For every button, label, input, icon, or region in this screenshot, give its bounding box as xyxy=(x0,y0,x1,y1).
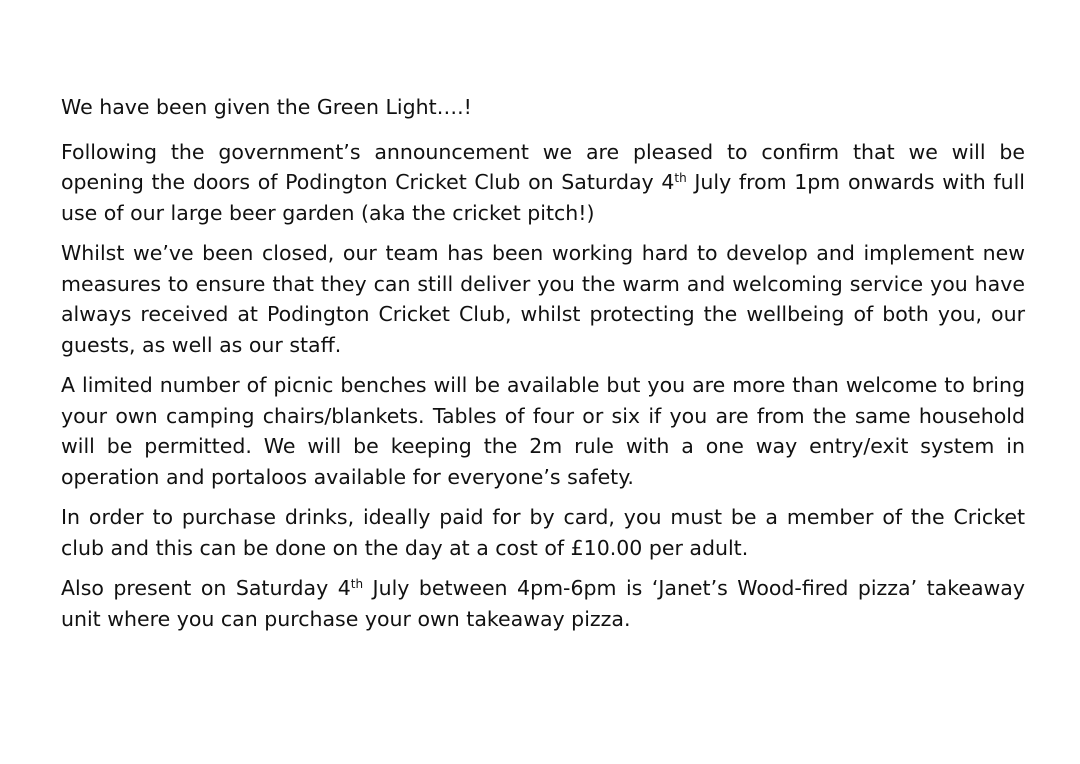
paragraph-membership: In order to purchase drinks, ideally paid for by card, you must be a member of the Cricket club and this can be done on the day at a cost of £10.00 per adult. xyxy=(61,505,1025,560)
paragraph-seating: A limited number of picnic benches will be available but you are more than welcome to bring your own camping chairs/blankets. Tables of four or six if you are from the same household will be permitted. We will be keeping the 2m rule with a one way entry/exit system in operation and portaloos available for everyone’s safety. xyxy=(61,373,1025,489)
paragraph-reopening-text-1: Following the government’s announcement we are pleased to confirm that we will be opening the doors of Podington Cricket Club on Saturday 4 xyxy=(61,139,1025,194)
ordinal-suffix: th xyxy=(350,577,364,591)
paragraph-reopening-text-2: July from 1pm onwards with full use of our large beer garden (aka the cricket pitch!) xyxy=(61,170,1025,225)
paragraph-pizza-text-1: Also present on Saturday 4 xyxy=(61,576,351,600)
announcement-document xyxy=(61,92,1025,644)
announcement-heading xyxy=(61,92,1025,123)
paragraph-pizza-text-2: July between 4pm-6pm is ‘Janet’s Wood-fired pizza’ takeaway unit where you can purchase your own takeaway pizza. xyxy=(61,576,1025,631)
paragraph-measures: Whilst we’ve been closed, our team has been working hard to develop and implement new measures to ensure that they can still deliver you the warm and welcoming service you have always received at Podington Cricket Club, whilst protecting the wellbeing of both you, our guests, as well as our staff. xyxy=(61,241,1025,357)
ordinal-suffix: th xyxy=(674,171,687,185)
paragraph-reopening xyxy=(61,137,1025,229)
paragraph-pizza xyxy=(61,573,1025,634)
heading-text: We have been given the Green Light….! xyxy=(61,95,472,119)
